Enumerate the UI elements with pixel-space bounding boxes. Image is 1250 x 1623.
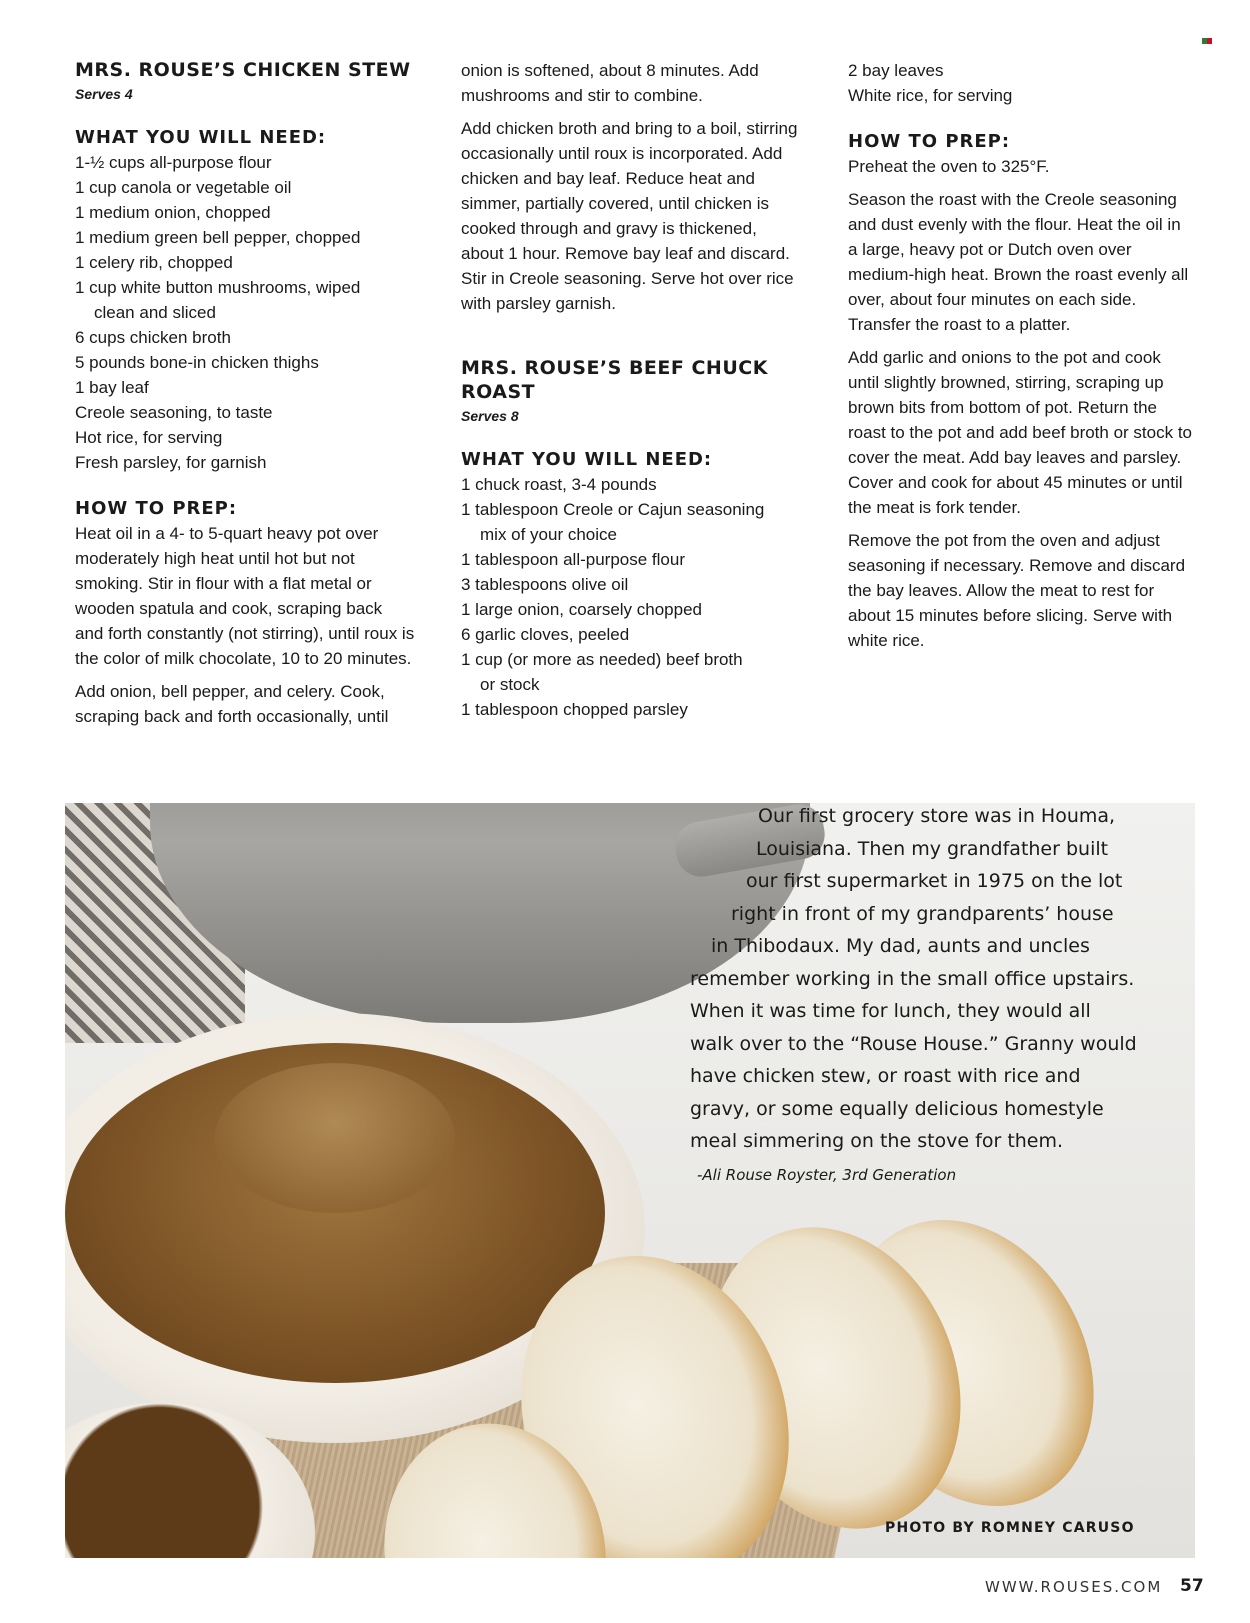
chicken-stew-title: MRS. ROUSE’S CHICKEN STEW [75, 59, 411, 81]
list-item: 1 medium green bell pepper, chopped [75, 228, 361, 247]
beef-roast-ingredients [461, 472, 801, 722]
page-number: 57 [1180, 1576, 1204, 1596]
list-item: 1 tablespoon all-purpose flour [461, 550, 685, 569]
quote-line: our first supermarket in 1975 on the lot [746, 870, 1123, 892]
list-item: 1 tablespoon chopped parsley [461, 700, 688, 719]
quote-line: in Thibodaux. My dad, aunts and uncles [711, 935, 1090, 957]
quote-line: When it was time for lunch, they would all [690, 1000, 1091, 1022]
quote-line: meal simmering on the stove for them. [690, 1130, 1064, 1152]
quote-line: Louisiana. Then my grandfather built [756, 837, 1109, 860]
list-item [461, 672, 801, 697]
list-item [75, 300, 415, 325]
list-item: 1 cup white button mushrooms, wiped [75, 278, 361, 297]
beef-roast-serves: Serves 8 [461, 408, 519, 424]
list-item: 1 large onion, coarsely chopped [461, 600, 702, 619]
list-item: 6 garlic cloves, peeled [461, 625, 630, 644]
chicken-stew-prep-heading: HOW TO PREP: [75, 498, 238, 519]
quote-line: remember working in the small office upstairs. [690, 967, 1135, 990]
quote-line: walk over to the “Rouse House.” Granny would [690, 1032, 1137, 1055]
photo-credit: PHOTO BY ROMNEY CARUSO [885, 1520, 1135, 1536]
list-item: 1 celery rib, chopped [75, 253, 233, 272]
footer-website: WWW.ROUSES.COM [985, 1578, 1163, 1596]
pull-quote [690, 800, 1140, 1158]
list-item: 1 medium onion, chopped [75, 203, 271, 222]
beef-roast-need-heading: WHAT YOU WILL NEED: [461, 449, 713, 470]
chicken-stew-step-3: Add chicken broth and bring to a boil, stirring occasionally until roux is incorporated. Add chicken and bay leaf. Reduce heat and simmer, partially covered, until chicken is cooked through and gravy is thickened, about 1 hour. Remove bay leaf and discard. Stir in Creole seasoning. Serve hot over rice with parsley garnish. [461, 119, 798, 313]
chicken-thigh [215, 1063, 455, 1213]
list-item: 3 tablespoons olive oil [461, 575, 629, 594]
chicken-stew-step-1: Heat oil in a 4- to 5-quart heavy pot over moderately high heat until hot but not smoking. Stir in flour with a flat metal or wooden spatula and cook, scraping back and forth constantly (not stirring), until roux is the color of milk chocolate, 10 to 20 minutes. [75, 524, 415, 668]
chicken-stew-serves: Serves 4 [75, 86, 133, 102]
list-item: Hot rice, for serving [75, 428, 223, 447]
list-item [461, 522, 801, 547]
column-2 [461, 58, 801, 722]
beef-roast-title: MRS. ROUSE’S BEEF CHUCK ROAST [461, 357, 768, 403]
list-item: 1 chuck roast, 3-4 pounds [461, 475, 657, 494]
beef-roast-prep-heading: HOW TO PREP: [848, 131, 1011, 152]
quote-line: right in front of my grandparents’ house [731, 902, 1114, 925]
list-item: 2 bay leaves [848, 61, 944, 80]
list-item: 5 pounds bone-in chicken thighs [75, 353, 319, 372]
flag-icon [1202, 31, 1212, 37]
chicken-stew-step-2-cont: onion is softened, about 8 minutes. Add mushrooms and stir to combine. [461, 61, 759, 105]
beef-roast-step-2: Season the roast with the Creole seasoning and dust evenly with the flour. Heat the oil in a large, heavy pot or Dutch oven over medium-high heat. Brown the roast evenly all over, about four minutes on each side. Transfer the roast to a platter. [848, 190, 1189, 334]
list-item: 1 tablespoon Creole or Cajun seasoning [461, 500, 765, 519]
column-3 [848, 58, 1193, 653]
list-item: 6 cups chicken broth [75, 328, 231, 347]
list-item: Fresh parsley, for garnish [75, 453, 267, 472]
quote-line: Our first grocery store was in Houma, [758, 805, 1116, 827]
beef-roast-step-1: Preheat the oven to 325°F. [848, 157, 1050, 176]
column-1 [75, 58, 415, 729]
chicken-stew-ingredients [75, 150, 415, 475]
quote-attribution: -Ali Rouse Royster, 3rd Generation [697, 1166, 957, 1184]
beef-roast-step-4: Remove the pot from the oven and adjust seasoning if necessary. Remove and discard the bay leaves. Allow the meat to rest for about 15 minutes before slicing. Serve with white rice. [848, 531, 1186, 650]
list-item: Creole seasoning, to taste [75, 403, 273, 422]
list-item: 1 cup (or more as needed) beef broth [461, 650, 743, 669]
beef-roast-step-3: Add garlic and onions to the pot and cook until slightly browned, stirring, scraping up brown bits from bottom of pot. Return the roast to the pot and add beef broth or stock to cover the meat. Add bay leaves and parsley. Cover and cook for about 45 minutes or until the meat is fork tender. [848, 348, 1193, 517]
quote-line: have chicken stew, or roast with rice and [690, 1065, 1081, 1087]
list-item: 1 cup canola or vegetable oil [75, 178, 292, 197]
list-item: White rice, for serving [848, 86, 1013, 105]
list-item-continuation: clean and sliced [94, 303, 216, 322]
beef-roast-ingredients-cont [848, 58, 1193, 108]
list-item-continuation: mix of your choice [480, 525, 617, 544]
chicken-stew-step-2: Add onion, bell pepper, and celery. Cook, scraping back and forth occasionally, until [75, 682, 389, 726]
quote-line: gravy, or some equally delicious homestyle [690, 1097, 1104, 1120]
list-item-continuation: or stock [480, 675, 540, 694]
list-item: 1-½ cups all-purpose flour [75, 153, 272, 172]
list-item: 1 bay leaf [75, 378, 149, 397]
chicken-stew-need-heading: WHAT YOU WILL NEED: [75, 127, 327, 148]
